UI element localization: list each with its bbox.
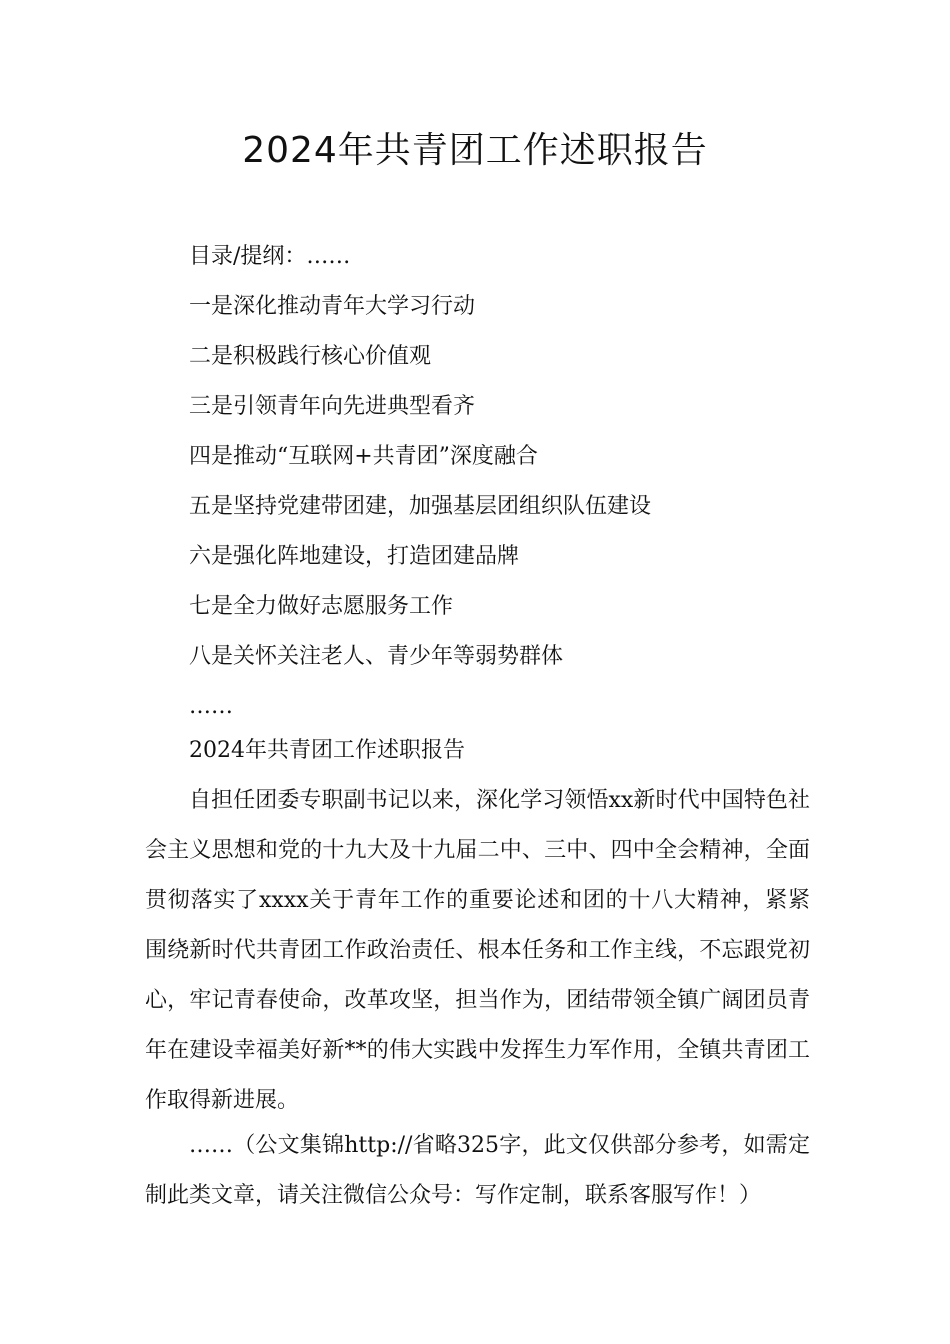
toc-item: 一是深化推动青年大学习行动 [189,294,476,319]
section-subtitle: 2024年共青团工作述职报告 [189,738,465,763]
toc-item: 三是引领青年向先进典型看齐 [189,394,476,419]
toc-heading: 目录/提纲：…… [189,244,351,269]
toc-item: 六是强化阵地建设，打造团建品牌 [189,544,520,569]
toc-item: 四是推动“互联网+共青团”深度融合 [189,444,538,469]
body-paragraph: 自担任团委专职副书记以来，深化学习领悟xx新时代中国特色社会主义思想和党的十九大及十九届二中、三中、四中全会精神，全面贯彻落实了xxxx关于青年工作的重要论述和团的十八大精神，紧紧围绕新时代共青团工作政治责任、根本任务和工作主线，不忘跟党初心，牢记青春使命，改革攻坚，担当作为，团结带领全镇广阔团员青年在建设幸福美好新**的伟大实践中发挥生力军作用，全镇共青团工作取得新进展。 [145,788,810,1113]
toc-item: 五是坚持党建带团建，加强基层团组织队伍建设 [189,494,652,519]
toc-item: 七是全力做好志愿服务工作 [189,594,454,619]
closing-paragraph: ……（公文集锦http://省略325字，此文仅供部分参考，如需定制此类文章，请关注微信公众号：写作定制，联系客服写作！） [145,1133,810,1208]
table-of-contents [189,232,651,732]
toc-item: 八是关怀关注老人、青少年等弱势群体 [189,644,564,669]
toc-ellipsis: …… [189,694,233,719]
document-title: 2024年共青团工作述职报告 [242,130,708,171]
toc-item: 二是积极践行核心价值观 [189,344,432,369]
